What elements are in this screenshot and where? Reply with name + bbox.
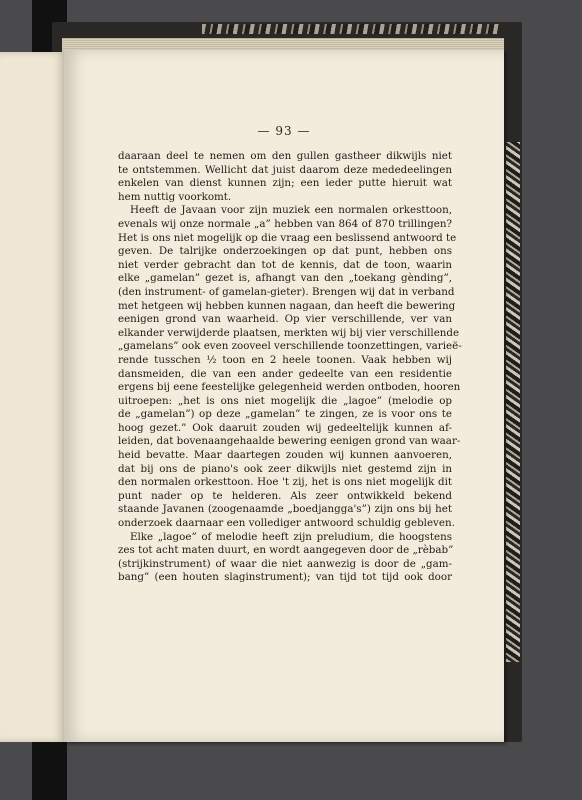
text-line: „gamelans” ook even zooveel verschillende toonzettingen, varieë- bbox=[118, 340, 462, 353]
left-page bbox=[0, 52, 66, 742]
marbled-edge-top bbox=[202, 24, 502, 34]
text-line: de „gamelan”) op deze „gamelan” te zingen, ze is voor ons te bbox=[118, 408, 452, 421]
text-line: ergens bij eene feestelijke gelegenheid werden ontboden, hooren bbox=[118, 381, 461, 394]
text-line: uitroepen: „het is ons niet mogelijk die „lagoe” (melodie op bbox=[118, 394, 452, 407]
text-line: staande Javanen (zoogenaamde „boedjangga's”) zijn ons bij het bbox=[118, 503, 452, 516]
book-page bbox=[64, 50, 504, 742]
text-line: rende tusschen ½ toon en 2 heele toonen. Vaak hebben wij bbox=[118, 353, 452, 366]
text-line: bang” (een houten slaginstrument); van tijd tot tijd ook door bbox=[118, 571, 452, 584]
text-line: leiden, dat bovenaangehaalde bewering eenigen grond van waar- bbox=[118, 435, 461, 448]
text-line: enkelen van dienst kunnen zijn; een ieder putte hieruit wat bbox=[118, 177, 452, 190]
text-line: met hetgeen wij hebben kunnen nagaan, dan heeft die bewering bbox=[118, 299, 456, 312]
text-line: Elke „lagoe” of melodie heeft zijn preludium, die hoogstens bbox=[130, 530, 452, 543]
text-line: zes tot acht maten duurt, en wordt aangegeven door de „rèbab” bbox=[118, 544, 454, 557]
page-body-text bbox=[118, 150, 462, 585]
text-line: elkander verwijderde plaatsen, merkten wij bij vier verschillende bbox=[118, 326, 460, 339]
text-line: (strijkinstrument) of waar die niet aanwezig is door de „gam- bbox=[118, 557, 452, 570]
marbled-edge-right bbox=[506, 142, 520, 662]
text-line: dat bij ons de piano's ook zeer dikwijls niet gestemd zijn in bbox=[118, 462, 452, 475]
text-line: elke „gamelan” gezet is, afhangt van den „toekang gènding”, bbox=[118, 272, 452, 285]
text-line: dansmeiden, die van een ander gedeelte van een residentie bbox=[118, 367, 452, 380]
text-line: Heeft de Javaan voor zijn muziek een normalen orkesttoon, bbox=[130, 204, 452, 217]
text-line: hoog gezet.” Ook daaruit zouden wij gedeeltelijk kunnen af- bbox=[118, 421, 452, 434]
text-line: punt nader op te helderen. Als zeer ontwikkeld bekend bbox=[118, 489, 452, 502]
text-line: niet verder gebracht dan tot de kennis, dat de toon, waarin bbox=[118, 258, 452, 271]
page-number: — 93 — bbox=[257, 124, 311, 138]
text-line: heid bevatte. Maar daartegen zouden wij kunnen aanvoeren, bbox=[118, 449, 452, 462]
text-line: evenals wij onze normale „a” hebben van 864 of 870 trillingen? bbox=[118, 217, 452, 230]
text-line: eenigen grond van waarheid. Op vier verschillende, ver van bbox=[118, 313, 452, 326]
text-line: daaraan deel te nemen om den gullen gastheer dikwijls niet bbox=[118, 150, 452, 162]
text-line: hem nuttig voorkomt. bbox=[118, 190, 232, 203]
text-line: onderzoek daarnaar een vollediger antwoord schuldig gebleven. bbox=[118, 517, 455, 530]
text-line: geven. De talrijke onderzoekingen op dat punt, hebben ons bbox=[118, 245, 452, 258]
text-line: den normalen orkesttoon. Hoe 't zij, het is ons niet mogelijk dit bbox=[118, 476, 452, 489]
text-line: te ontstemmen. Wellicht dat juist daarom deze mededeelingen bbox=[118, 163, 452, 176]
text-line: (den instrument- of gamelan-gieter). Brengen wij dat in verband bbox=[118, 285, 455, 298]
text-line: Het is ons niet mogelijk op die vraag een beslissend antwoord te bbox=[118, 231, 457, 244]
